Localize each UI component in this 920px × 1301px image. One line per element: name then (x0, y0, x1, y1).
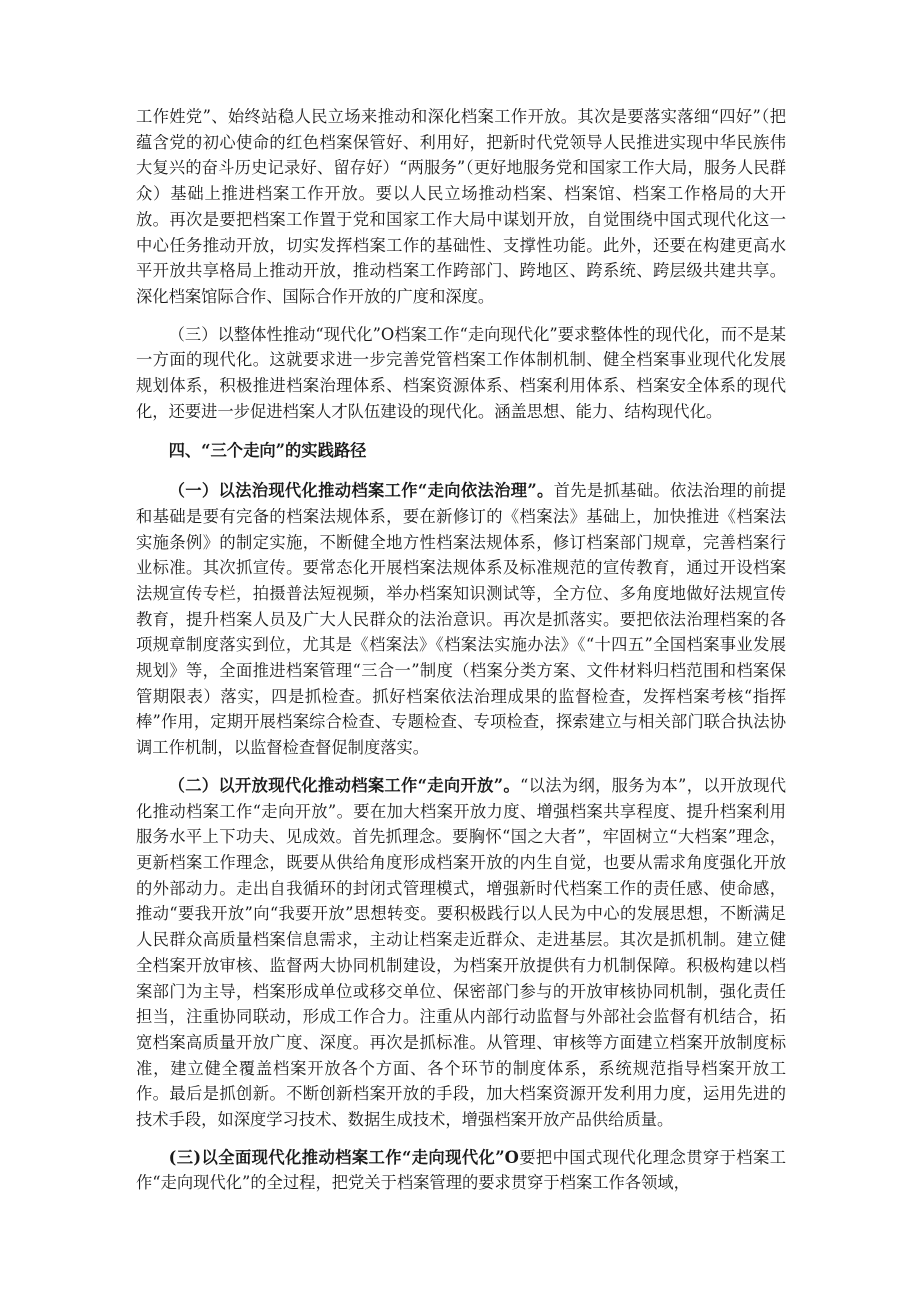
paragraph-lead: （二）以开放现代化推动档案工作“走向开放”。 (168, 775, 520, 795)
paragraph-holistic-modernization (136, 322, 786, 425)
section-heading-practice-path: 四、“三个走向”的实践路径 (168, 441, 367, 461)
paragraph-text: 档案工作“走向现代化”要求整体性的现代化，而不是某一方面的现代化。这就要求进一步完善党管档案工作体制机制、健全档案事业现代化发展规划体系，积极推进档案治理体系、档案资源体系、档案利用体系、档案安全体系的现代化，还要进一步促进档案人才队伍建设的现代化。涵盖思想、能力、结构现代化。 (136, 324, 786, 421)
paragraph-lead: （一）以法治现代化推动档案工作“走向依法治理”。 (168, 481, 554, 501)
paragraph-lead: （三）以整体性推动“现代化”O (168, 324, 395, 344)
paragraph-full-modernization (136, 1145, 786, 1196)
paragraph-text: “以法为纲，服务为本”，以开放现代化推动档案工作“走向开放”。要在加大档案开放力度、增强档案共享程度、提升档案利用服务水平上下功夫、见成效。首先抓理念。要胸怀“国之大者”，牢固树立“大档案”理念，更新档案工作理念，既要从供给角度形成档案开放的内生自觉，也要从需求角度强化开放的外部动力。走出自我循环的封闭式管理模式，增强新时代档案工作的责任感、使命感，推动“要我开放”向“我要开放”思想转变。要积极践行以人民为中心的发展思想，不断满足人民群众高质量档案信息需求，主动让档案走近群众、走进基层。其次是抓机制。建立健全档案开放审核、监督两大协同机制建设，为档案开放提供有力机制保障。积极构建以档案部门为主导，档案形成单位或移交单位、保密部门参与的开放审核协同机制，强化责任担当，注重协同联动，形成工作合力。注重从内部行动监督与外部社会监督有机结合，拓宽档案高质量开放广度、深度。再次是抓标准。从管理、审核等方面建立档案开放制度标准，建立健全覆盖档案开放各个方面、各个环节的制度体系，系统规范指导档案开放工作。最后是抓创新。不断创新档案开放的手段，加大档案资源开发利用力度，运用先进的技术手段，如深度学习技术、数据生成技术，增强档案开放产品供给质量。 (136, 775, 786, 1130)
paragraph-lead: (三)以全面现代化推动档案工作“走向现代化”O (168, 1147, 519, 1167)
paragraph-opening (136, 773, 786, 1133)
paragraph-text: 工作姓党”、始终站稳人民立场来推动和深化档案工作开放。其次是要落实落细“四好”（把蕴含党的初心使命的红色档案保管好、利用好，把新时代党领导人民推进实现中华民族伟大复兴的奋斗历史记录好、留存好）“两服务”（更好地服务党和国家工作大局，服务人民群众）基础上推进档案工作开放。要以人民立场推动档案、档案馆、档案工作格局的大开放。再次是要把档案工作置于党和国家工作大局中谋划开放，自觉围绕中国式现代化这一中心任务推动开放，切实发挥档案工作的基础性、支撑性功能。此外，还要在构建更高水平开放共享格局上推动开放，推动档案工作跨部门、跨地区、跨系统、跨层级共建共享。深化档案馆际合作、国际合作开放的广度和深度。 (136, 107, 786, 306)
paragraph-text: 首先是抓基础。依法治理的前提和基础是要有完备的档案法规体系，要在新修订的《档案法》基础上，加快推进《档案法实施条例》的制定实施，不断健全地方性档案法规体系，修订档案部门规章，完善档案行业标准。其次抓宣传。要常态化开展档案法规体系及标准规范的宣传教育，通过开设档案法规宣传专栏，拍摄普法短视频，举办档案知识测试等，全方位、多角度地做好法规宣传教育，提升档案人员及广大人民群众的法治意识。再次是抓落实。要把依法治理档案的各项规章制度落实到位，尤其是《档案法》《档案法实施办法》《“十四五”全国档案事业发展规划》等，全面推进档案管理“三合一”制度（档案分类方案、文件材料归档范围和档案保管期限表）落实，四是抓检查。抓好档案依法治理成果的监督检查，发挥档案考核“指挥棒”作用，定期开展档案综合检查、专题检查、专项检查，探索建立与相关部门联合执法协调工作机制，以监督检查督促制度落实。 (136, 481, 786, 758)
paragraph-open-work (136, 104, 786, 310)
paragraph-text: 要把中国式现代化理念贯穿于档案工作“走向现代化”的全过程，把党关于档案管理的要求贯穿于档案工作各领域， (136, 1147, 786, 1193)
paragraph-rule-of-law (136, 478, 786, 761)
